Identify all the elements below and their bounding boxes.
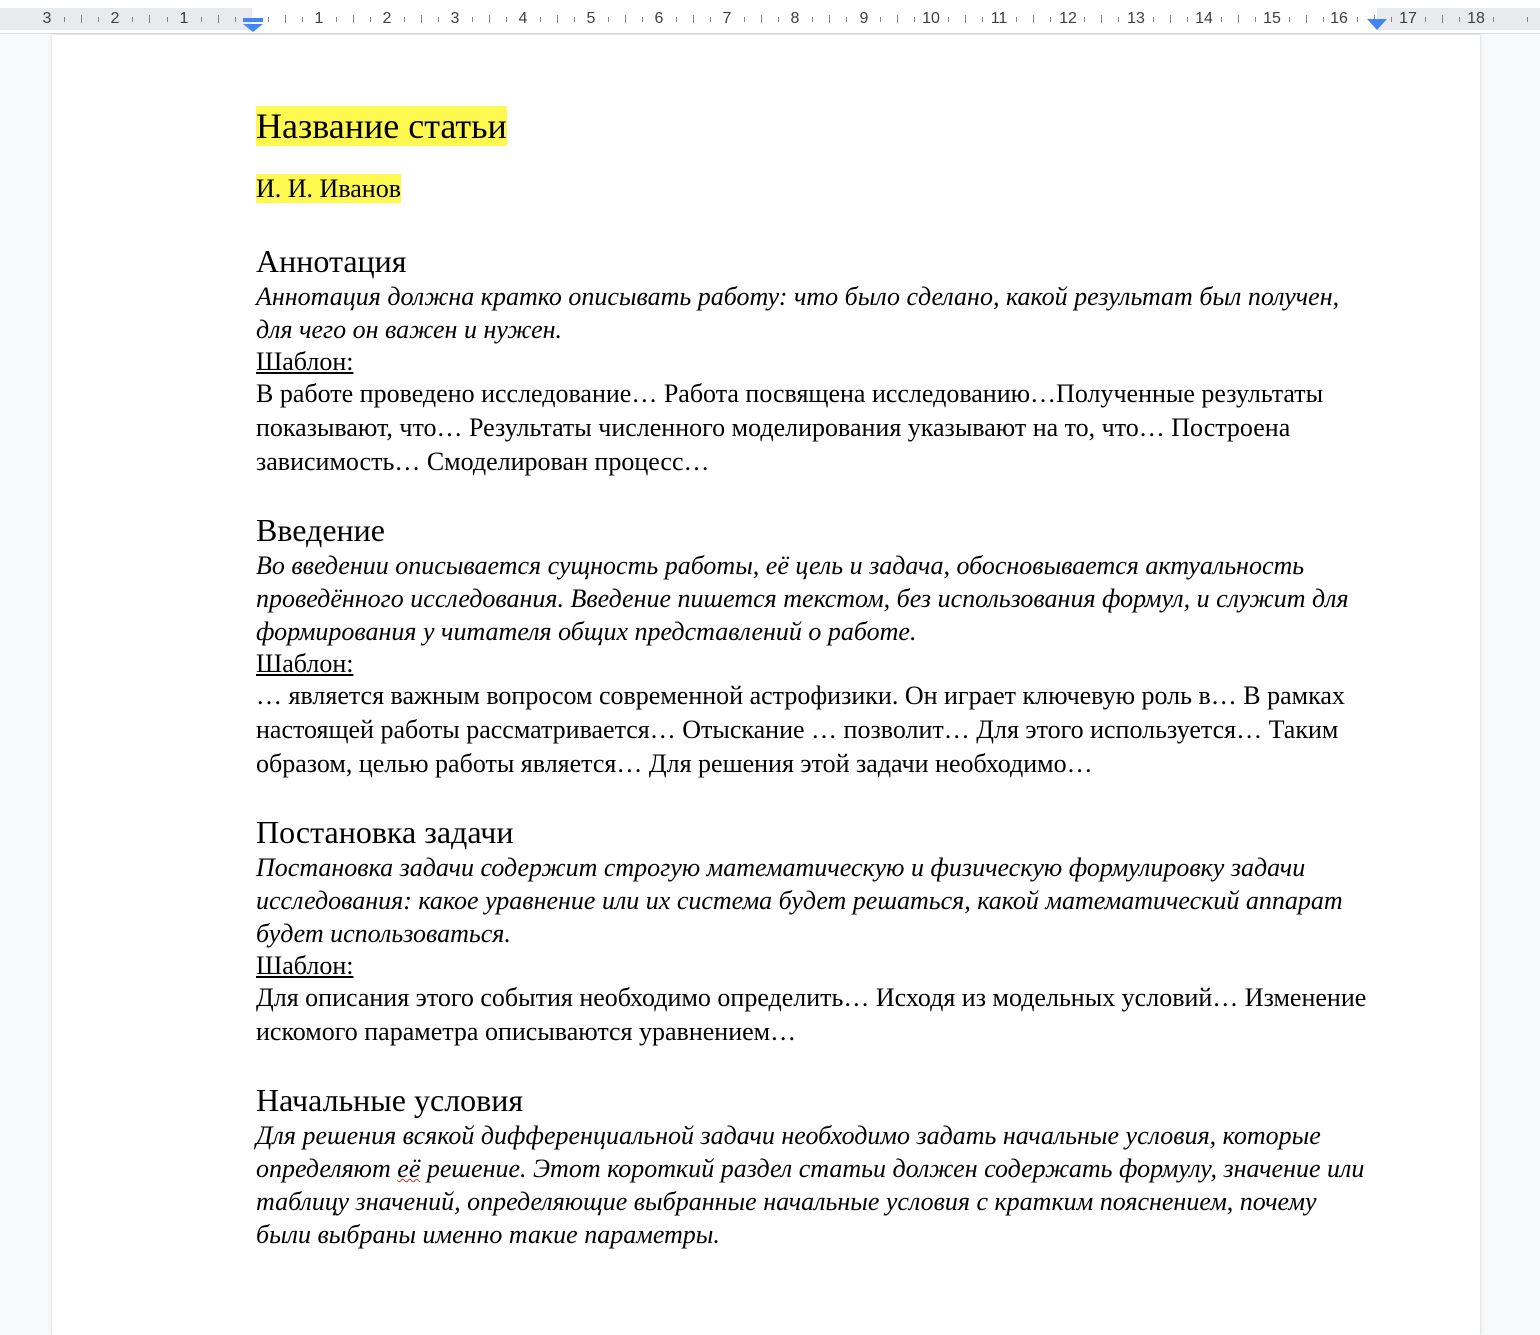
ruler-tick bbox=[1357, 17, 1358, 22]
ruler-label: 7 bbox=[722, 10, 732, 27]
ruler-tick bbox=[1187, 17, 1188, 22]
ruler-tick bbox=[285, 15, 286, 23]
ruler-tick bbox=[829, 15, 830, 23]
ruler-label: 1 bbox=[314, 10, 324, 27]
ruler-label: 17 bbox=[1399, 10, 1417, 27]
ruler-label: 16 bbox=[1330, 10, 1348, 27]
ruler-tick bbox=[812, 17, 813, 22]
ruler-tick bbox=[846, 17, 847, 22]
ruler-tick bbox=[1050, 17, 1051, 22]
ruler-tick bbox=[1425, 17, 1426, 22]
horizontal-ruler[interactable] bbox=[0, 0, 1540, 34]
section-description[interactable]: Для решения всякой дифференциальной задачи необходимо задать начальные условия, которые определяют её решение. Этот короткий раздел статьи должен содержать формулу, значение или таблицу значений, определяющие выбранные начальные условия с кратким пояснением, почему были выбраны именно такие параметры. bbox=[256, 1121, 1365, 1249]
ruler-tick bbox=[1153, 17, 1154, 22]
spelling-error-mark[interactable]: её bbox=[397, 1154, 421, 1183]
ruler-tick bbox=[64, 17, 65, 22]
section-heading[interactable]: Начальные условия bbox=[256, 1082, 524, 1118]
ruler-tick bbox=[625, 15, 626, 23]
ruler-tick bbox=[506, 17, 507, 22]
ruler-label: 10 bbox=[922, 10, 940, 27]
ruler-tick bbox=[880, 17, 881, 22]
ruler-tick bbox=[1391, 17, 1392, 22]
ruler-tick bbox=[472, 17, 473, 22]
ruler-tick bbox=[201, 17, 202, 22]
article-title[interactable]: Название статьи bbox=[256, 106, 507, 146]
ruler-tick bbox=[642, 17, 643, 22]
section-initial-conditions bbox=[256, 1081, 1376, 1251]
ruler-tick bbox=[167, 17, 168, 22]
ruler-label: 14 bbox=[1195, 10, 1213, 27]
ruler-tick bbox=[81, 15, 82, 23]
ruler-tick bbox=[1170, 15, 1171, 23]
ruler-tick bbox=[1016, 17, 1017, 22]
ruler-label: 15 bbox=[1263, 10, 1281, 27]
ruler-tick bbox=[149, 15, 150, 23]
ruler-tick bbox=[1289, 17, 1290, 22]
ruler-tick bbox=[676, 17, 677, 22]
ruler-tick bbox=[982, 17, 983, 22]
ruler-tick bbox=[965, 15, 966, 23]
template-text[interactable]: Для описания этого события необходимо определить… Исходя из модельных условий… Изменение искомого параметра описываются уравнением… bbox=[256, 983, 1367, 1046]
section-description[interactable]: Аннотация должна кратко описывать работу: что было сделано, какой результат был получен, для чего он важен и нужен. bbox=[256, 282, 1340, 344]
ruler-tick bbox=[370, 17, 371, 22]
ruler-tick bbox=[1238, 15, 1239, 23]
ruler-tick bbox=[353, 15, 354, 23]
ruler-tick bbox=[1459, 17, 1460, 22]
section-description[interactable]: Во введении описывается сущность работы, её цель и задача, обосновывается актуальность проведённого исследования. Введение пишется текстом, без использования формул, и служит для формирования у читателя общих представлений о работе. bbox=[256, 551, 1349, 646]
template-label[interactable]: Шаблон: bbox=[256, 951, 354, 980]
section-heading[interactable]: Аннотация bbox=[256, 243, 407, 279]
ruler-tick bbox=[489, 15, 490, 23]
ruler-label: 2 bbox=[382, 10, 392, 27]
ruler-tick bbox=[557, 15, 558, 23]
ruler-tick bbox=[1493, 17, 1494, 22]
ruler-tick bbox=[778, 17, 779, 22]
ruler-label: 8 bbox=[790, 10, 800, 27]
ruler-label: 3 bbox=[42, 10, 52, 27]
section-problem-statement bbox=[256, 813, 1376, 1049]
ruler-label: 3 bbox=[450, 10, 460, 27]
ruler-label: 6 bbox=[654, 10, 664, 27]
ruler-tick bbox=[1221, 17, 1222, 22]
ruler-tick bbox=[1255, 17, 1256, 22]
article-author[interactable]: И. И. Иванов bbox=[256, 174, 401, 203]
ruler-tick bbox=[1033, 15, 1034, 23]
ruler-tick bbox=[1306, 15, 1307, 23]
ruler-tick bbox=[421, 15, 422, 23]
ruler-label: 18 bbox=[1467, 10, 1485, 27]
ruler-tick bbox=[574, 17, 575, 22]
document-page[interactable] bbox=[52, 35, 1480, 1335]
ruler-tick bbox=[710, 17, 711, 22]
ruler-label: 4 bbox=[518, 10, 528, 27]
ruler-tick bbox=[897, 15, 898, 23]
ruler-tick bbox=[693, 15, 694, 23]
ruler-tick bbox=[1527, 17, 1528, 22]
ruler-tick bbox=[1323, 17, 1324, 22]
section-heading[interactable]: Введение bbox=[256, 512, 385, 548]
ruler-tick bbox=[336, 17, 337, 22]
ruler-label: 5 bbox=[586, 10, 596, 27]
ruler-label: 2 bbox=[110, 10, 120, 27]
ruler-tick bbox=[302, 17, 303, 22]
ruler-tick bbox=[540, 17, 541, 22]
ruler-tick bbox=[132, 17, 133, 22]
document-body[interactable] bbox=[256, 103, 1376, 1251]
ruler-tick bbox=[608, 17, 609, 22]
ruler-tick bbox=[948, 17, 949, 22]
template-text[interactable]: В работе проведено исследование… Работа посвящена исследованию…Полученные результаты показывают, что… Результаты численного моделирования указывают на то, что… Построена зависимость… Смоделирован процесс… bbox=[256, 379, 1324, 476]
right-indent-marker-icon[interactable] bbox=[1366, 18, 1388, 30]
ruler-tick bbox=[1118, 17, 1119, 22]
ruler-label: 9 bbox=[859, 10, 869, 27]
template-label[interactable]: Шаблон: bbox=[256, 347, 354, 376]
ruler-label: 1 bbox=[179, 10, 189, 27]
section-abstract bbox=[256, 242, 1376, 479]
ruler-tick bbox=[404, 17, 405, 22]
ruler-tick bbox=[744, 17, 745, 22]
left-indent-marker-icon[interactable] bbox=[241, 18, 265, 32]
ruler-label: 12 bbox=[1059, 10, 1077, 27]
section-introduction bbox=[256, 511, 1376, 781]
ruler-tick bbox=[98, 17, 99, 22]
template-label[interactable]: Шаблон: bbox=[256, 649, 354, 678]
ruler-label: 13 bbox=[1127, 10, 1145, 27]
ruler-tick bbox=[268, 17, 269, 22]
ruler-tick bbox=[1442, 15, 1443, 23]
template-text[interactable]: … является важным вопросом современной астрофизики. Он играет ключевую роль в… В рамках настоящей работы рассматривается… Отыскание … позволит… Для этого используется… Таким образом, целью работы является… Для решения этой задачи необходимо… bbox=[256, 681, 1345, 778]
ruler-tick bbox=[218, 15, 219, 23]
ruler-tick bbox=[438, 17, 439, 22]
ruler-tick bbox=[914, 17, 915, 22]
ruler-tick bbox=[235, 17, 236, 22]
section-heading[interactable]: Постановка задачи bbox=[256, 814, 514, 850]
ruler-tick bbox=[1084, 17, 1085, 22]
section-description[interactable]: Постановка задачи содержит строгую математическую и физическую формулировку задачи исследования: какое уравнение или их система будет решаться, какой математический аппарат будет использоваться. bbox=[256, 853, 1343, 948]
ruler-tick bbox=[1101, 15, 1102, 23]
ruler-label: 11 bbox=[990, 10, 1008, 27]
ruler-tick bbox=[761, 15, 762, 23]
